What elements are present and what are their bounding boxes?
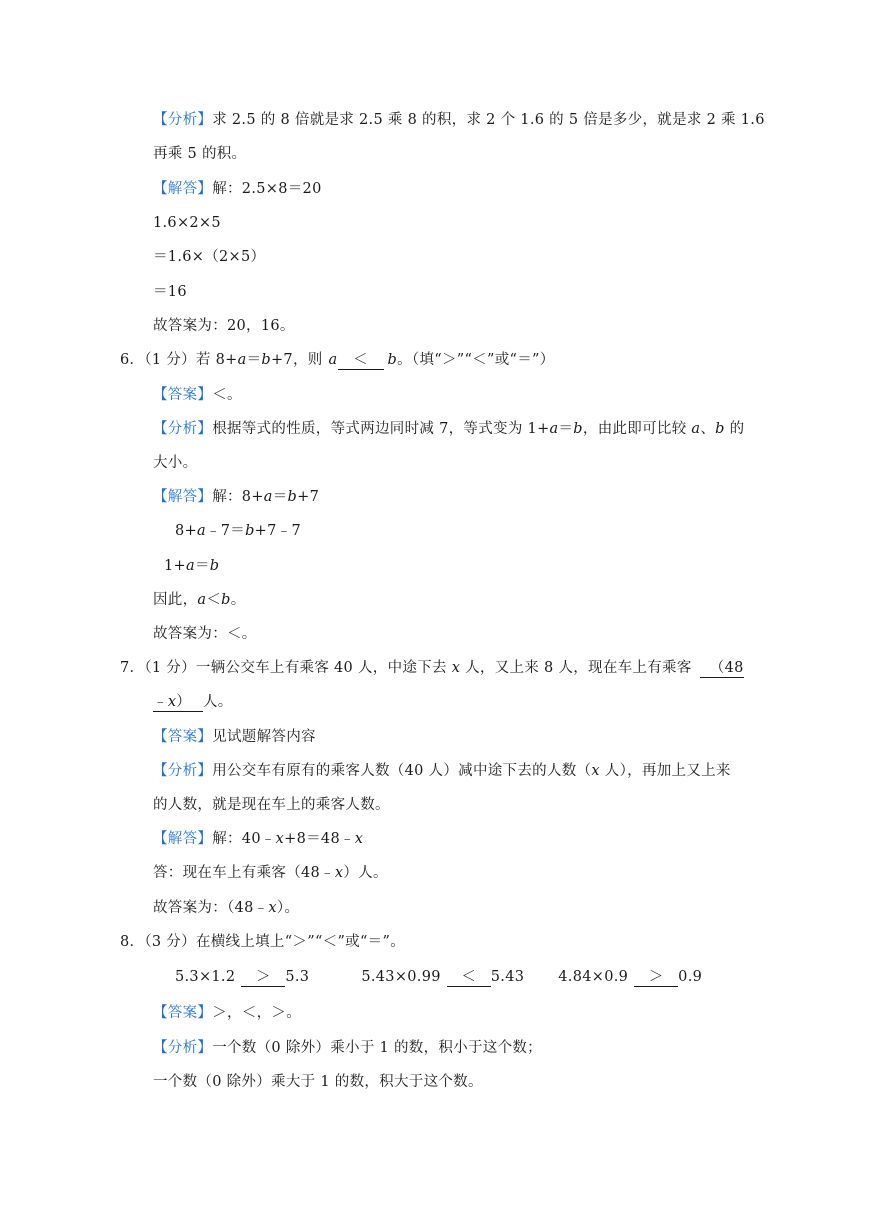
q7-solution: 【解答】解：40﹣x+8＝48﹣x xyxy=(153,831,364,847)
q6-solution-line1: 【解答】解：8+a＝b+7 xyxy=(153,489,320,505)
q6-therefore: 因此，a＜b。 xyxy=(153,592,246,608)
q7-final: 故答案为：（48﹣x）。 xyxy=(153,900,300,916)
q5-analysis-line2: 再乘 5 的积。 xyxy=(153,146,247,162)
q7-question-line1: 7．（1 分）一辆公交车上有乘客 40 人，中途下去 x 人，又上来 8 人，现在车上有乘客 （48 xyxy=(120,660,744,676)
q5-solution-line1: 【解答】解：2.5×8＝20 xyxy=(153,181,322,197)
q7-analysis-line1: 【分析】用公交车有原有的乘客人数（40 人）减中途下去的人数（x 人），再加上又上来 xyxy=(153,763,731,779)
q5-solution-line3: ＝1.6×（2×5） xyxy=(153,249,266,265)
q6-final: 故答案为：＜。 xyxy=(153,626,257,642)
q8-question: 8．（3 分）在横线上填上“＞”“＜”或“＝”。 xyxy=(120,934,405,950)
q7-analysis-line2: 的人数，就是现在车上的乘客人数。 xyxy=(153,797,390,813)
q8-comparisons: 5.3×1.2 ＞ 5.3 5.43×0.99 ＜ 5.43 4.84×0.9 ＞ 0.9 xyxy=(175,969,703,985)
q8-answer: 【答案】＞，＜，＞。 xyxy=(153,1005,302,1021)
q6-answer: 【答案】＜。 xyxy=(153,387,242,403)
q6-answer-blank: ＜ xyxy=(338,351,384,370)
q7-question-line2: ﹣x） 人。 xyxy=(153,694,233,710)
q8-analysis-line1: 【分析】一个数（0 除外）乘小于 1 的数，积小于这个数； xyxy=(153,1040,542,1056)
analysis-tag: 【分析】 xyxy=(153,112,213,128)
q6-solution-line3: 1+a＝b xyxy=(164,558,220,574)
q5-analysis-line1: 【分析】求 2.5 的 8 倍就是求 2.5 乘 8 的积，求 2 个 1.6 的 5 倍是多少，就是求 2 乘 1.6 xyxy=(153,112,765,128)
q6-analysis-line2: 大小。 xyxy=(153,455,198,471)
q5-solution-line4: ＝16 xyxy=(153,284,187,300)
q6-analysis-line1: 【分析】根据等式的性质，等式两边同时减 7，等式变为 1+a＝b，由此即可比较 a、b 的 xyxy=(153,421,745,437)
q5-final: 故答案为：20，16。 xyxy=(153,318,295,334)
q8-blank-2: ＜ xyxy=(447,968,491,987)
q8-blank-1: ＞ xyxy=(241,968,285,987)
q7-reply: 答：现在车上有乘客（48﹣x）人。 xyxy=(153,865,388,881)
answer-tag: 【答案】 xyxy=(153,387,213,403)
q7-answer-blank-part2: ﹣x） xyxy=(153,693,203,712)
solution-tag: 【解答】 xyxy=(153,181,213,197)
q8-blank-3: ＞ xyxy=(634,968,678,987)
q6-question: 6．（1 分）若 8+a＝b+7，则 a ＜ b。（填“＞”“＜”或“＝”） xyxy=(120,352,555,368)
q7-answer-blank-part1: （48 xyxy=(700,659,744,678)
q5-solution-line2: 1.6×2×5 xyxy=(153,215,221,231)
q6-solution-line2: 8+a﹣7＝b+7﹣7 xyxy=(175,523,301,539)
q8-analysis-line2: 一个数（0 除外）乘大于 1 的数，积大于这个数。 xyxy=(153,1074,483,1090)
q7-answer: 【答案】见试题解答内容 xyxy=(153,729,316,745)
